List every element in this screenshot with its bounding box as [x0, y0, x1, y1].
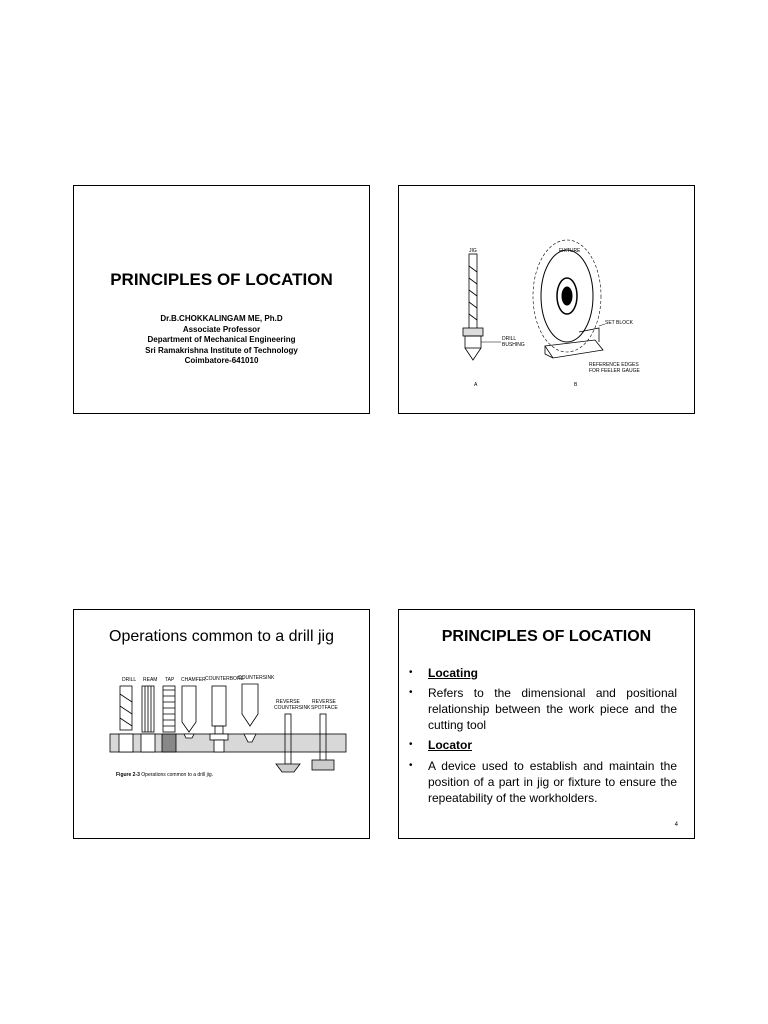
- jig-fixture-figure: [399, 186, 696, 415]
- figure-caption-text: Operations common to a drill jig.: [141, 772, 213, 778]
- bullet-text: Refers to the dimensional and positional relationship between the work piece and the cutting tool: [428, 686, 677, 732]
- label-counterbore: COUNTERBORE: [205, 676, 244, 682]
- set-block-illustration: [545, 328, 603, 358]
- page-number: 4: [674, 822, 678, 828]
- figure-caption: [116, 772, 213, 778]
- slide-3: [73, 609, 370, 839]
- label-reverse-2: REVERSE: [312, 699, 336, 705]
- bullet-locator-definition: [409, 758, 677, 806]
- bullet-heading: Locating: [428, 666, 478, 680]
- milling-cutter-illustration: [533, 240, 601, 352]
- label-reverse-spotface: SPOTFACE: [311, 705, 338, 711]
- drill-illustration: [463, 254, 483, 360]
- author-institution: Sri Ramakrishna Institute of Technology: [145, 345, 298, 355]
- label-bushing: BUSHING: [502, 342, 525, 348]
- author-department: Department of Mechanical Engineering: [147, 335, 296, 344]
- bullet-dot: •: [409, 687, 413, 698]
- author-city: Coimbatore-641010: [184, 356, 259, 365]
- label-reference-edges: REFERENCE EDGES: [589, 362, 639, 368]
- slide-4-title: PRINCIPLES OF LOCATION: [441, 628, 652, 645]
- author-name: Dr.B.CHOKKALINGAM ME, Ph.D: [160, 314, 283, 323]
- label-drill: DRILL: [122, 677, 137, 683]
- label-jig: JIG: [469, 248, 477, 254]
- label-a: A: [474, 382, 478, 388]
- label-ream: REAM: [143, 677, 158, 683]
- bullet-locator: [409, 737, 677, 753]
- label-chamfer: CHAMFER: [181, 677, 206, 683]
- label-countersink: COUNTERSINK: [238, 675, 275, 681]
- slide-3-title: Operations common to a drill jig: [109, 628, 334, 645]
- counterbore-tool: [212, 686, 226, 726]
- bullet-locating: [409, 665, 677, 681]
- label-reverse-1: REVERSE: [276, 699, 300, 705]
- figure-label: Figure 2-3: [116, 772, 140, 778]
- label-feeler-gauge: FOR FEELER GAUGE: [589, 368, 640, 374]
- author-block: [74, 314, 369, 367]
- label-tap: TAP: [165, 677, 175, 683]
- bullet-locating-definition: [409, 685, 677, 733]
- bullet-text: A device used to establish and maintain the position of a part in jig or fixture to ensure the repeatability of the workholders.: [428, 759, 677, 805]
- label-set-block: SET BLOCK: [605, 320, 633, 326]
- label-drill: DRILL: [502, 336, 517, 342]
- slide-1: [73, 185, 370, 414]
- bullet-heading: Locator: [428, 738, 473, 752]
- tap-tool: [163, 686, 175, 732]
- drill-tool: [120, 686, 132, 730]
- slide-1-title: PRINCIPLES OF LOCATION: [110, 270, 333, 289]
- label-b: B: [574, 382, 578, 388]
- label-reverse-countersink: COUNTERSINK: [274, 705, 311, 711]
- bullet-dot: •: [409, 760, 413, 771]
- chamfer-tool: [182, 686, 196, 732]
- bullet-dot: •: [409, 667, 413, 678]
- slide-2: [398, 185, 695, 414]
- label-fixture: FIXTURE: [559, 248, 581, 254]
- slide-4: [398, 609, 695, 839]
- drill-operations-figure: [74, 610, 371, 840]
- bullet-dot: •: [409, 739, 413, 750]
- countersink-tool: [242, 684, 258, 726]
- author-position: Associate Professor: [182, 324, 261, 334]
